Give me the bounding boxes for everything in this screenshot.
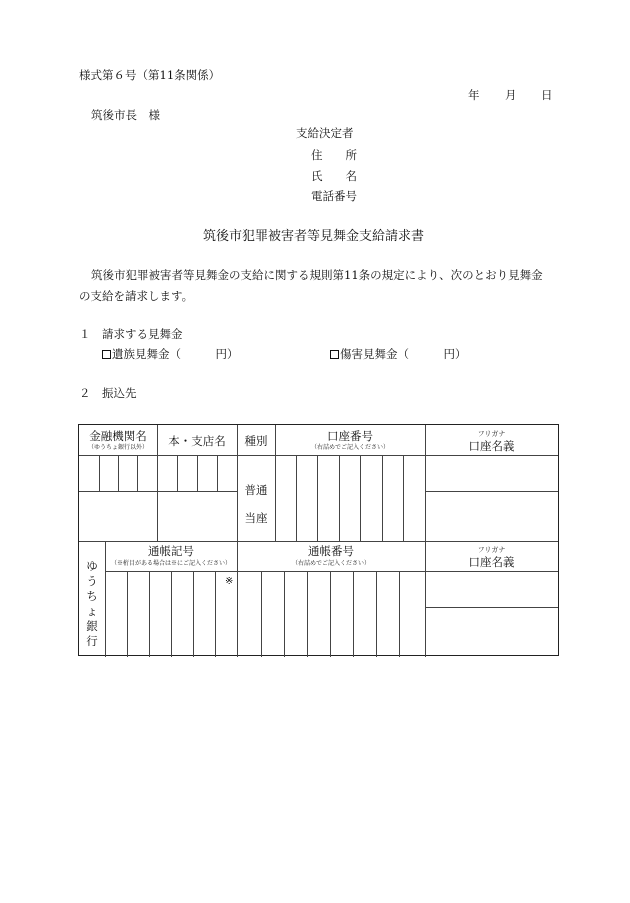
account-type-header: 種別	[244, 434, 268, 448]
body-line-1: 筑後市犯罪被害者等見舞金の支給に関する規則第11条の規定により、次のとおり見舞金	[91, 268, 543, 282]
applicant-role: 支給決定者	[296, 126, 354, 140]
bereaved-label: 遺族見舞金（ 円）	[112, 347, 239, 361]
form-number: 様式第６号（第11条関係）	[79, 68, 221, 82]
pbnumber-cell-div	[261, 571, 262, 657]
bank-name-header: 金融機関名	[89, 429, 147, 443]
date-day-label: 日	[541, 88, 553, 102]
pbnumber-cell-div	[307, 571, 308, 657]
pbnumber-cell-div	[284, 571, 285, 657]
option-bereaved[interactable]	[102, 347, 239, 361]
symbol-cell-div	[215, 571, 216, 657]
pbnumber-cell-div	[353, 571, 354, 657]
branch-name-header: 本・支店名	[168, 434, 226, 448]
section1-heading: １ 請求する見舞金	[79, 327, 183, 341]
pbnumber-cell-div	[330, 571, 331, 657]
branch-cell-div	[197, 455, 198, 491]
account-number-note: （右詰めでご記入ください）	[310, 444, 389, 451]
account-cell-div	[317, 455, 318, 541]
asterisk-mark: ※	[225, 576, 234, 587]
holder-furigana-label-2: フリガナ	[477, 546, 506, 554]
pbnumber-cell-div	[376, 571, 377, 657]
document-title: 筑後市犯罪被害者等見舞金支給請求書	[203, 229, 425, 244]
bank-name-note: （ゆうちょ銀行以外）	[87, 444, 148, 451]
account-cell-div	[339, 455, 340, 541]
branch-cell-div	[217, 455, 218, 491]
holder-furigana-input[interactable]	[425, 455, 558, 491]
bank-transfer-table	[78, 424, 559, 656]
hline-branch-split	[157, 491, 237, 492]
vline-symbol-number	[237, 541, 238, 657]
date-year-label: 年	[468, 88, 480, 102]
account-cell-div	[382, 455, 383, 541]
phone-label: 電話番号	[311, 189, 357, 203]
bank-cell-div	[118, 455, 119, 491]
passbook-number-note: （右詰めでご記入ください）	[291, 560, 370, 567]
symbol-cell-div	[171, 571, 172, 657]
account-number-header: 口座番号	[327, 429, 373, 443]
holder-name-input[interactable]	[425, 491, 558, 541]
account-cell-div	[296, 455, 297, 541]
passbook-number-header: 通帳番号	[308, 544, 354, 558]
type-ordinary[interactable]: 普通	[244, 483, 268, 497]
type-current[interactable]: 当座	[244, 511, 268, 525]
option-injury[interactable]	[330, 347, 467, 361]
vline-yucho-label	[105, 541, 106, 657]
body-line-2: の支給を請求します。	[79, 289, 194, 303]
account-cell-div	[360, 455, 361, 541]
account-cell-div	[403, 455, 404, 541]
passbook-symbol-note: （※桁目がある場合は※にご記入ください）	[110, 560, 231, 567]
hline-bank-split	[79, 491, 157, 492]
bank-cell-div	[137, 455, 138, 491]
holder-header: 口座名義	[468, 439, 515, 453]
symbol-cell-div	[149, 571, 150, 657]
injury-label: 傷害見舞金（ 円）	[340, 347, 467, 361]
holder-furigana-label: フリガナ	[477, 430, 506, 438]
address-label: 住 所	[311, 148, 357, 162]
pbnumber-cell-div	[399, 571, 400, 657]
yucho-holder-furigana-input[interactable]	[425, 571, 558, 607]
symbol-cell-div	[127, 571, 128, 657]
bereaved-checkbox[interactable]	[102, 350, 111, 359]
addressee: 筑後市長 様	[91, 108, 160, 122]
yucho-holder-name-input[interactable]	[425, 607, 558, 657]
branch-cell-div	[177, 455, 178, 491]
name-label: 氏 名	[311, 169, 357, 183]
symbol-cell-div	[193, 571, 194, 657]
bank-cell-div	[99, 455, 100, 491]
date-month-label: 月	[505, 88, 517, 102]
passbook-symbol-header: 通帳記号	[148, 544, 194, 558]
section2-heading: ２ 振込先	[79, 386, 137, 400]
injury-checkbox[interactable]	[330, 350, 339, 359]
holder-header-2: 口座名義	[468, 555, 515, 569]
yucho-bank-label: ゆうちょ銀行	[86, 559, 98, 648]
hline-middle	[79, 541, 558, 542]
